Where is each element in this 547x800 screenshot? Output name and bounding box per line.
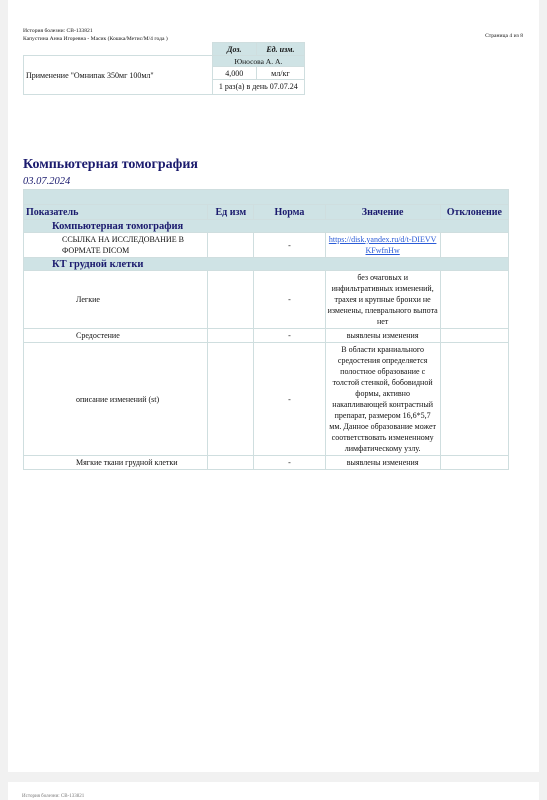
row-deviation (440, 233, 508, 258)
row-unit (208, 233, 254, 258)
table-row (24, 233, 509, 258)
document-page (8, 0, 539, 772)
prescription-blank (24, 43, 213, 56)
row-norm: - (254, 233, 325, 258)
table-band (24, 190, 509, 205)
row-label: описание изменений (st) (24, 343, 208, 456)
row-norm: - (254, 329, 325, 343)
prescription-name: Применение "Омнипак 350мг 100мл" (24, 56, 213, 95)
row-deviation (440, 456, 508, 470)
table-row (24, 329, 509, 343)
unit-column-header: Ед. изм. (256, 43, 304, 56)
row-label: Легкие (24, 271, 208, 329)
col-deviation: Отклонение (440, 205, 508, 220)
row-unit (208, 329, 254, 343)
row-label: ССЫЛКА НА ИССЛЕДОВАНИЕ В ФОРМАТЕ DICOM (24, 233, 208, 258)
row-unit (208, 271, 254, 329)
row-deviation (440, 329, 508, 343)
dicom-link[interactable]: https://disk.yandex.ru/d/t-DIEVVKFwfnHw (328, 235, 437, 255)
col-norm: Норма (254, 205, 325, 220)
row-norm: - (254, 456, 325, 470)
col-indicator: Показатель (24, 205, 208, 220)
row-value: В области краниального средостения определяется полостное образование с толстой стенкой, бобовидной формы, активно накапливающей контрастный препарат, размером 16,6*5,7 мм. Данное образование может соответствовать измененному лимфатическому узлу. (325, 343, 440, 456)
table-row (24, 343, 509, 456)
patient-info: Капустина Анна Игоревна - Масик (Кошка/Метис/М/4 года ) (23, 36, 168, 42)
row-unit (208, 456, 254, 470)
col-value: Значение (325, 205, 440, 220)
row-label: Средостение (24, 329, 208, 343)
section-title: Компьютерная томография (23, 157, 198, 172)
row-norm: - (254, 343, 325, 456)
row-deviation (440, 271, 508, 329)
table-row (24, 456, 509, 470)
next-page (8, 782, 539, 800)
prescription-table (23, 42, 305, 95)
row-label: Мягкие ткани грудной клетки (24, 456, 208, 470)
dose-value: 4,000 (212, 67, 256, 80)
col-unit: Ед изм (208, 205, 254, 220)
row-norm: - (254, 271, 325, 329)
next-page-header: История болезни: СВ-133821 (22, 794, 85, 799)
table-row (24, 271, 509, 329)
page-header (23, 27, 168, 43)
group-chest-ct: КТ грудной клетки (24, 258, 509, 271)
row-deviation (440, 343, 508, 456)
row-value: выявлены изменения (325, 456, 440, 470)
history-number: История болезни: СВ-133821 (23, 28, 93, 34)
ct-results-table (23, 189, 509, 470)
section-date: 03.07.2024 (23, 176, 71, 187)
row-value: выявлены изменения (325, 329, 440, 343)
frequency: 1 раз(а) в день 07.07.24 (212, 80, 304, 95)
unit-value: мл/кг (256, 67, 304, 80)
dose-column-header: Доз. (212, 43, 256, 56)
page-number: Страница 4 из 8 (485, 33, 523, 39)
doctor-name: Юносова А. А. (212, 56, 304, 67)
row-unit (208, 343, 254, 456)
row-value: без очаговых и инфильтративных изменений, трахея и крупные бронхи не изменены, плеврального выпота нет (325, 271, 440, 329)
group-ct: Компьютерная томография (24, 220, 509, 233)
